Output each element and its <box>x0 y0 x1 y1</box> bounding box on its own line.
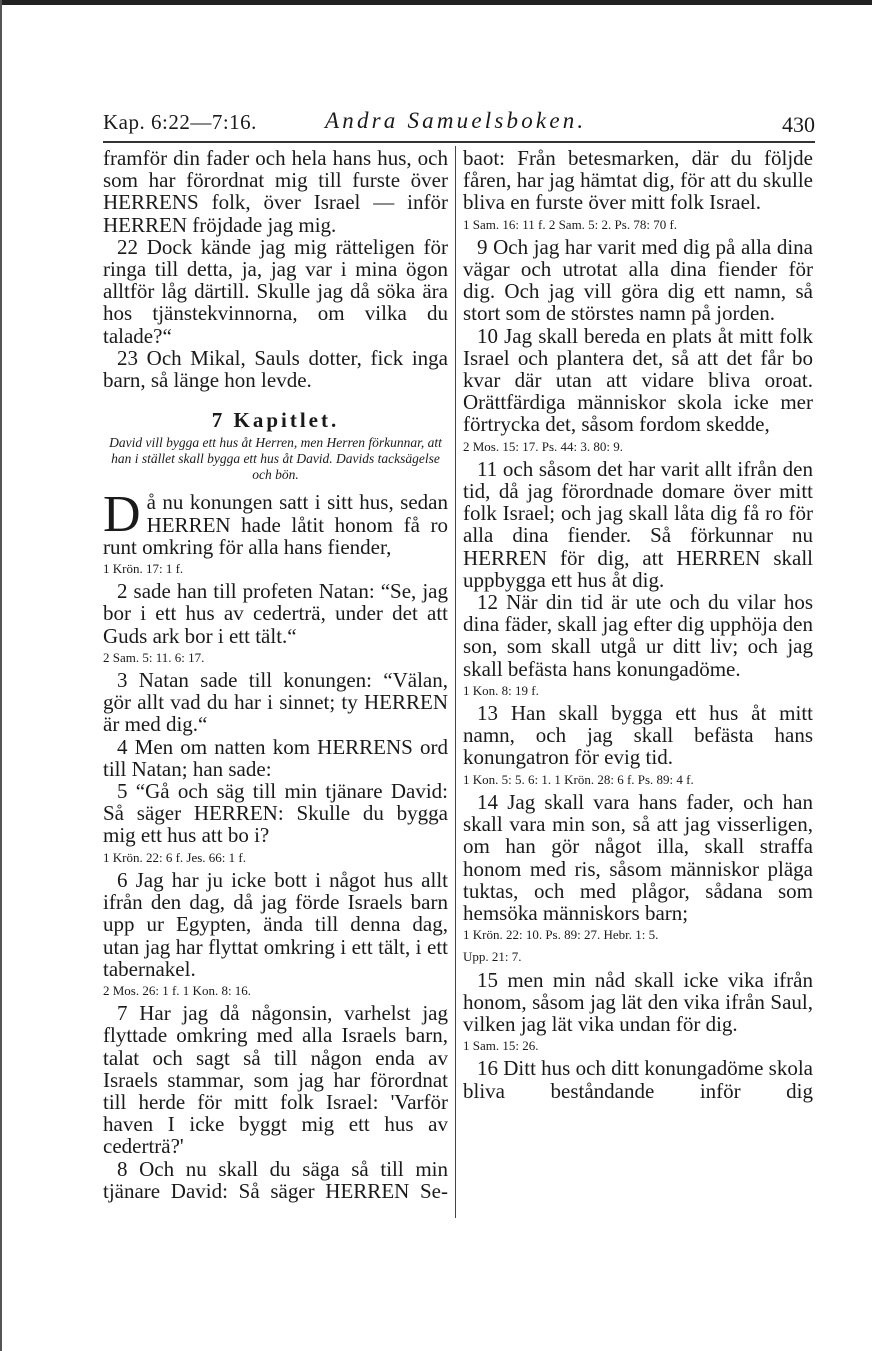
right-column <box>463 147 813 1102</box>
cross-reference: 1 Krön. 22: 6 f. Jes. 66: 1 f. <box>103 849 246 865</box>
page-left-edge <box>0 0 2 1351</box>
verse-10: 10 Jag skall bereda en plats åt mitt folk Israel och plantera det, så att det får bo kvar där utan att vidare bliva oroat. Orättfärdiga människor skola icke mer förtrycka det, såsom fordom skedde, <box>463 323 813 437</box>
cross-reference: 1 Krön. 17: 1 f. <box>103 561 184 577</box>
left-column <box>103 147 448 1202</box>
verse-14: 14 Jag skall vara hans fader, och han skall vara min son, så att jag visserligen, om han gör något illa, skall straffa honom med ris, såsom människor pläga tuktas, och med plågor, sådana som hemsöka människors barn; <box>463 789 813 925</box>
cross-reference: Upp. 21: 7. <box>463 949 522 965</box>
verse-2: 2 sade han till profeten Natan: “Se, jag bor i ett hus av cederträ, under det att Guds ark bor i ett tält.“ <box>103 579 448 648</box>
page-number: 430 <box>782 112 815 137</box>
verse-1-text: å nu konungen satt i sitt hus, sedan HERREN hade låtit honom få ro runt omkring för alla hans fiender, <box>103 490 448 559</box>
verse-7: 7 Har jag då någonsin, varhelst jag flyttade omkring med alla Israels barn, talat och sagt så till någon enda av Israels stammar, som jag har förordnat till herde för mitt folk Israel: 'Varför haven I icke byggt mig ett hus av cederträ?' <box>103 1001 448 1159</box>
verse-16: 16 Ditt hus och ditt konungadöme skola bliva beståndande inför dig <box>463 1056 813 1103</box>
verse-15: 15 men min nåd skall icke vika ifrån honom, såsom jag lät den vika ifrån Saul, vilken jag lät vika undan för dig. <box>463 967 813 1036</box>
chapter-heading: 7 Kapitlet. <box>211 408 340 433</box>
page-top-edge <box>0 0 872 5</box>
verse-9: 9 Och jag har varit med dig på alla dina vägar och utrotat alla dina fiender för dig. Och jag vill göra dig ett namn, så stort som de störstes namn på jorden. <box>463 234 813 326</box>
cross-reference: 1 Sam. 16: 11 f. 2 Sam. 5: 2. Ps. 78: 70 f. <box>463 216 678 232</box>
chapter-summary: David vill bygga ett hus åt Herren, men Herren förkunnar, att han i stället skall bygga ett hus åt David. Davids tacksägelse och bön. <box>109 435 442 483</box>
drop-cap: D <box>103 486 141 544</box>
running-header <box>103 104 815 140</box>
cross-reference: 2 Sam. 5: 11. 6: 17. <box>103 649 205 665</box>
cross-reference: 1 Kon. 5: 5. 6: 1. 1 Krön. 28: 6 f. Ps. 89: 4 f. <box>463 771 694 787</box>
column-divider <box>455 146 456 1218</box>
verse-1 <box>103 486 448 559</box>
verse-12: 12 När din tid är ute och du vilar hos dina fäder, skall jag efter dig upphöja den son, som skall utgå ur ditt liv; och jag skall befästa hans konungadöme. <box>463 590 813 681</box>
verse-13: 13 Han skall bygga ett hus åt mitt namn, och jag skall befästa hans konungatron för evig tid. <box>463 701 813 770</box>
verse-23: 23 Och Mikal, Sauls dotter, fick inga barn, så länge hon levde. <box>103 345 448 393</box>
cross-reference: 1 Krön. 22: 10. Ps. 89: 27. Hebr. 1: 5. <box>463 927 659 943</box>
cross-reference: 1 Kon. 8: 19 f. <box>463 682 539 698</box>
verse-8: 8 Och nu skall du säga så till min tjänare David: Så säger HERREN Se- <box>103 1156 448 1203</box>
verse-22: 22 Dock kände jag mig rätteligen för ringa till detta, ja, jag var i mina ögon alltför låg därtill. Skulle jag då söka ära hos tjänstekvinnorna, om vilka du talade?“ <box>103 234 448 348</box>
cross-reference: 2 Mos. 26: 1 f. 1 Kon. 8: 16. <box>103 982 252 998</box>
verse-6: 6 Jag har ju icke bott i något hus allt ifrån den dag, då jag förde Israels barn upp ur Egypten, ända till denna dag, utan jag har flyttat omkring i ett tält, i ett tabernakel. <box>103 867 448 981</box>
verse-8-continuation: baot: Från betesmarken, där du följde fåren, har jag hämtat dig, för att du skulle bliva en furste över mitt folk Israel. <box>463 146 813 215</box>
verse-11: 11 och såsom det har varit allt ifrån den tid, då jag förordnade domare över mitt folk Israel; och jag skall låta dig få ro för alla dina fiender. Så förkunnar nu HERREN för dig, att HERREN skall uppbygga ett hus åt dig. <box>463 456 813 592</box>
book-title: Andra Samuelsboken. <box>325 108 587 133</box>
verse-5: 5 “Gå och säg till min tjänare David: Så säger HERREN: Skulle du bygga mig ett hus att bo i? <box>103 779 448 848</box>
cross-reference: 1 Sam. 15: 26. <box>463 1038 539 1054</box>
header-rule <box>103 141 815 143</box>
verse-4: 4 Men om natten kom HERRENS ord till Natan; han sade: <box>103 734 448 781</box>
chapter-reference: Kap. 6:22—7:16. <box>103 110 257 134</box>
verse-continuation: framför din fader och hela hans hus, och som har förordnat mig till furste över HERRENS folk, över Israel — inför HERREN fröjdade jag mig. <box>103 146 448 237</box>
verse-3: 3 Natan sade till konungen: “Välan, gör allt vad du har i sinnet; ty HERREN är med dig.“ <box>103 668 448 737</box>
cross-reference: 2 Mos. 15: 17. Ps. 44: 3. 80: 9. <box>463 438 623 454</box>
